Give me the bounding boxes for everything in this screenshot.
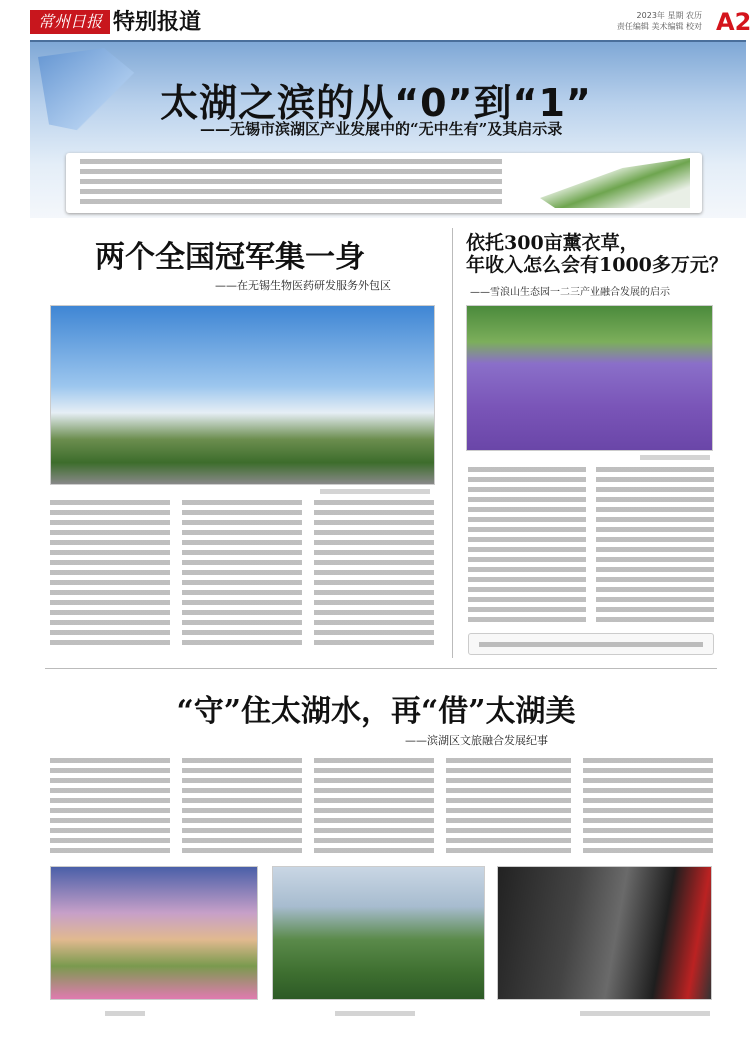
- story2-column: [596, 467, 714, 622]
- story1-subtitle: ——在无锡生物医药研发服务外包区: [215, 279, 391, 292]
- header-info-line2: 责任编辑 美术编辑 校对: [616, 22, 702, 31]
- story1-headline: 两个全国冠军集一身: [95, 240, 365, 275]
- story1-column: [182, 500, 302, 650]
- story3-column: [583, 758, 713, 858]
- story2-caption: [640, 455, 710, 460]
- story1-caption: [320, 489, 430, 494]
- story2-headline-line2: 年收入怎么会有1000多万元？: [466, 254, 728, 276]
- header-info: [617, 10, 702, 32]
- column-divider: [452, 228, 453, 658]
- info-box-text: [479, 642, 703, 647]
- story1-column: [50, 500, 170, 650]
- story3-caption: [335, 1011, 415, 1016]
- story2-column: [468, 467, 586, 622]
- story2-lavender-photo: [466, 305, 713, 451]
- story1-column: [314, 500, 434, 650]
- story3-column: [314, 758, 434, 858]
- story1-photo: [50, 305, 435, 485]
- story2-headline: [466, 232, 728, 276]
- story3-caption: [105, 1011, 145, 1016]
- story2-info-box: [468, 633, 714, 655]
- story3-photo-locomotive: [497, 866, 712, 1000]
- story3-photo-pagoda: [50, 866, 258, 1000]
- page-number: A2: [716, 8, 752, 36]
- story3-caption: [580, 1011, 710, 1016]
- section-divider: [45, 668, 717, 669]
- story3-column: [446, 758, 571, 858]
- story3-photo-temple: [272, 866, 485, 1000]
- newspaper-logo: 常州日报: [30, 10, 110, 34]
- story3-headline: “守”住太湖水，再“借”太湖美: [176, 694, 576, 729]
- story2-subtitle: ——雪浪山生态园一二三产业融合发展的启示: [470, 287, 670, 298]
- story3-subtitle: ——滨湖区文旅融合发展纪事: [405, 734, 548, 747]
- lead-headline: 太湖之滨的从“0”到“1”: [160, 81, 592, 125]
- intro-text: [80, 159, 502, 204]
- lead-subtitle: ——无锡市滨湖区产业发展中的“无中生有”及其启示录: [200, 120, 563, 138]
- section-title: 特别报道: [113, 9, 202, 35]
- story3-column: [50, 758, 170, 858]
- story2-headline-line1: 依托300亩薰衣草，: [466, 232, 639, 254]
- header-info-line1: 2023年 星期 农历: [636, 11, 702, 20]
- story3-column: [182, 758, 302, 858]
